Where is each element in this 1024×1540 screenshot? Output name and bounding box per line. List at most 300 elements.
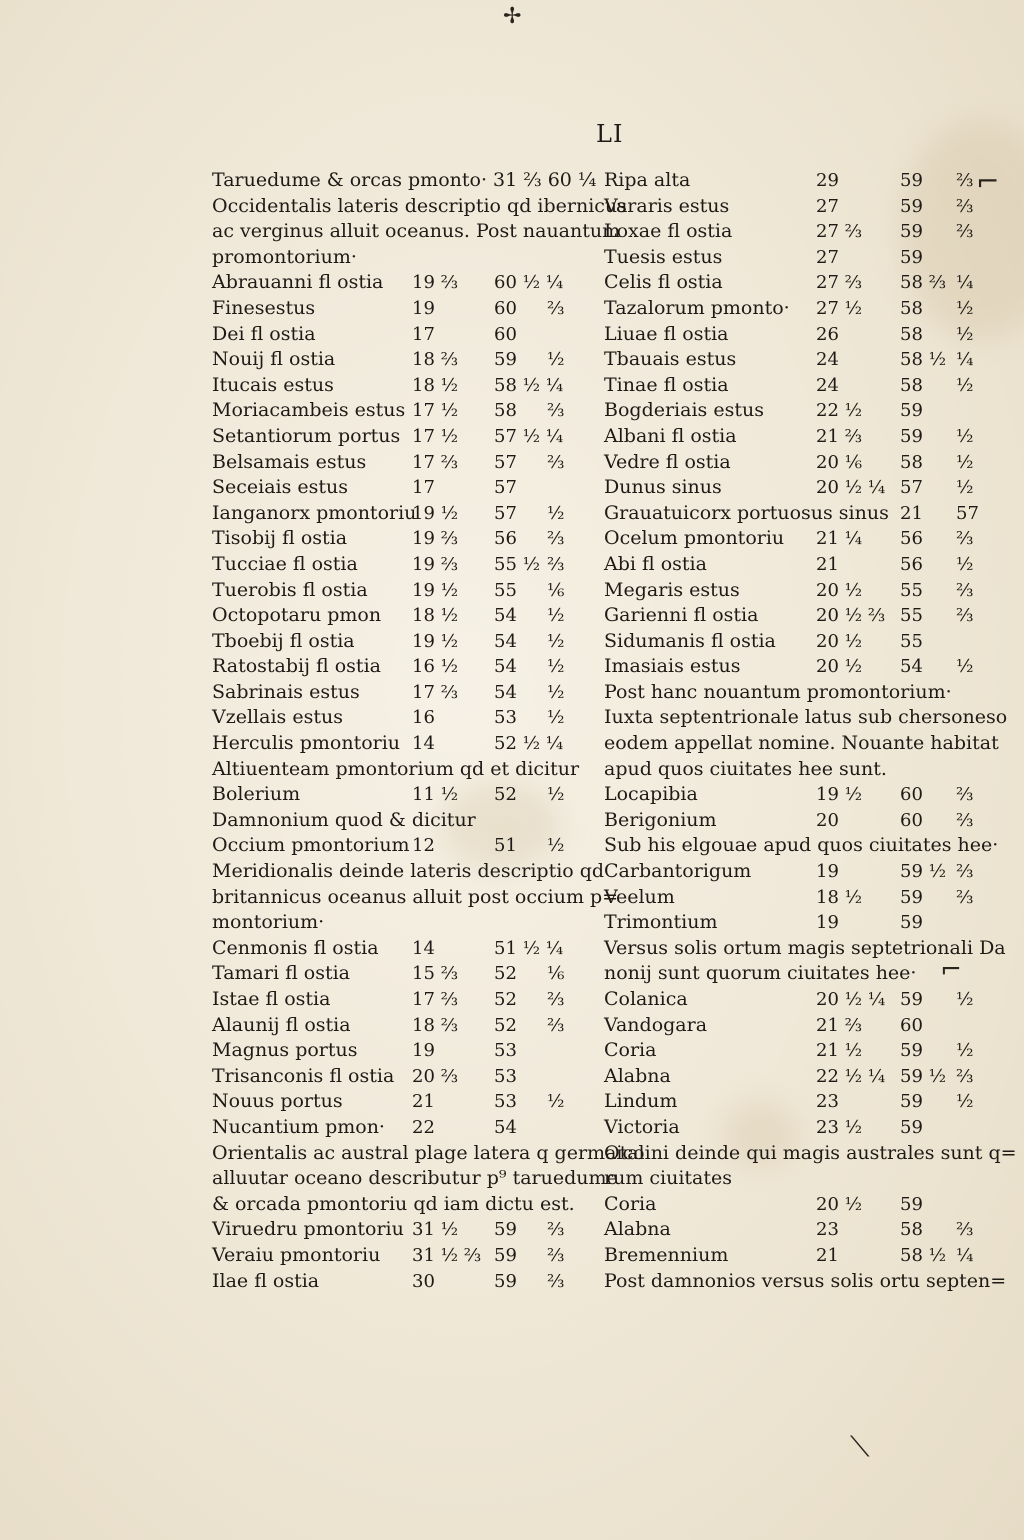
longitude-value: 19 xyxy=(816,912,839,934)
table-row xyxy=(212,347,592,373)
place-name: Trimontium xyxy=(604,911,718,934)
latitude-value: 55 ½ xyxy=(494,553,541,575)
fraction-value: ⅔ xyxy=(547,1219,565,1241)
latitude-value: 56 xyxy=(900,553,923,575)
table-row xyxy=(604,1269,1007,1295)
table-row xyxy=(604,910,974,936)
table-row xyxy=(604,885,974,911)
place-name: alluutar oceano descributur p⁹ taruedume xyxy=(212,1167,618,1190)
latitude-value: 54 xyxy=(494,681,517,703)
fraction-value: ½ xyxy=(956,297,974,319)
latitude-value: 57 xyxy=(494,477,517,499)
latitude-value: 59 xyxy=(900,1193,923,1215)
place-name: Versus solis ortum magis septetrionali Da xyxy=(604,936,1006,959)
latitude-value: 57 xyxy=(494,502,517,524)
fraction-value: ½ xyxy=(547,349,565,371)
latitude-value: 54 xyxy=(494,1116,517,1138)
longitude-value: 21 ⅔ xyxy=(816,1014,863,1036)
place-name: Tazalorum pmonto· xyxy=(604,296,790,319)
table-row xyxy=(604,424,974,450)
longitude-value: 24 xyxy=(816,374,839,396)
fraction-value: 57 xyxy=(956,502,979,524)
longitude-value: 18 ½ xyxy=(412,374,459,396)
longitude-value: 14 xyxy=(412,733,435,755)
place-name: Cenmonis fl ostia xyxy=(212,936,379,959)
place-name: Orientalis ac austral plage latera q germaico xyxy=(212,1141,645,1164)
table-row xyxy=(212,629,592,655)
longitude-value: 17 ⅔ xyxy=(412,989,459,1010)
longitude-value: 16 ½ xyxy=(412,656,459,678)
longitude-value: 23 ½ xyxy=(816,1116,863,1138)
table-row xyxy=(212,168,597,194)
latitude-value: 60 xyxy=(900,784,923,806)
longitude-value: 17 ½ xyxy=(412,425,459,447)
place-name: Bogderiais estus xyxy=(604,399,764,422)
place-name: Herculis pmontoriu xyxy=(212,732,401,755)
latitude-value: 60 xyxy=(900,1014,923,1036)
longitude-value: 27 ½ xyxy=(816,297,863,319)
table-row xyxy=(604,833,999,859)
place-name: Ianganorx pmontoriu xyxy=(212,501,417,524)
place-name: Iuxta septentrionale latus sub chersoneso xyxy=(604,706,1008,729)
longitude-value: 20 ½ xyxy=(816,579,863,601)
table-row xyxy=(604,1064,974,1090)
longitude-value: 22 ½ xyxy=(816,400,863,422)
table-row xyxy=(604,347,974,373)
table-row xyxy=(212,526,592,552)
place-name: Itucais estus xyxy=(212,373,334,396)
latitude-value: 53 xyxy=(494,1040,517,1062)
place-name: Abrauanni fl ostia xyxy=(212,271,384,294)
table-row xyxy=(212,808,592,834)
fraction-value: ½ xyxy=(547,835,565,857)
table-row xyxy=(212,910,592,936)
longitude-value: 21 xyxy=(412,1091,435,1113)
longitude-value: 19 ½ xyxy=(412,630,459,652)
place-name: Colanica xyxy=(604,988,688,1010)
latitude-value: 59 xyxy=(900,246,923,268)
place-name: Alabna xyxy=(604,1218,671,1241)
table-row xyxy=(212,705,592,731)
fraction-value: ⅙ xyxy=(547,579,565,601)
place-name: Octopotaru pmon xyxy=(212,604,382,627)
place-name: Alaunij fl ostia xyxy=(212,1013,351,1036)
place-name: Garienni fl ostia xyxy=(604,604,759,627)
latitude-value: 57 xyxy=(494,451,517,473)
latitude-value: 59 xyxy=(900,912,923,934)
latitude-value: 55 xyxy=(900,630,923,652)
latitude-value: 59 xyxy=(494,1270,517,1292)
place-name: Veelum xyxy=(604,885,675,908)
latitude-value: 55 xyxy=(494,579,517,601)
fraction-value: ⅔ xyxy=(956,886,974,908)
longitude-value: 20 ½ xyxy=(816,1193,863,1215)
table-row xyxy=(604,654,974,680)
table-row xyxy=(212,322,592,348)
longitude-value: 19 ½ xyxy=(816,784,863,806)
latitude-value: 54 xyxy=(494,630,517,652)
longitude-value: 22 xyxy=(412,1116,435,1138)
table-row xyxy=(604,526,974,552)
table-row xyxy=(604,578,974,604)
place-name: Dei fl ostia xyxy=(212,322,316,345)
table-row xyxy=(212,1064,592,1090)
latitude-value: 52 xyxy=(494,1014,517,1036)
place-name: Lindum xyxy=(604,1090,678,1113)
fraction-value: ⅔ xyxy=(547,528,565,550)
margin-mark: ⟍ xyxy=(850,1430,870,1463)
table-row xyxy=(212,194,627,220)
table-row xyxy=(212,961,592,987)
table-row xyxy=(212,833,592,859)
place-name: nonij sunt quorum ciuitates hee· xyxy=(604,962,917,985)
place-name: Loxae fl ostia xyxy=(604,220,733,243)
table-row xyxy=(604,398,974,424)
fraction-value: ¼ xyxy=(956,272,974,294)
table-row xyxy=(604,270,974,296)
place-name: Magnus portus xyxy=(212,1039,358,1062)
place-name: Bolerium xyxy=(212,783,301,806)
latitude-value: 60 xyxy=(494,297,517,319)
place-name: Tucciae fl ostia xyxy=(212,552,358,575)
table-row xyxy=(604,1115,974,1141)
fraction-value: ⅔ xyxy=(956,170,974,191)
latitude-value: 52 xyxy=(494,989,517,1010)
latitude-value: 59 ½ xyxy=(900,1065,947,1087)
place-name: rum ciuitates xyxy=(604,1167,732,1190)
table-row xyxy=(212,398,592,424)
table-row xyxy=(604,373,974,399)
latitude-value: 59 xyxy=(494,1219,517,1241)
latitude-value: 51 ½ ¼ xyxy=(494,937,564,959)
table-row xyxy=(212,501,592,527)
place-name: apud quos ciuitates hee sunt. xyxy=(604,757,887,780)
longitude-value: 17 xyxy=(412,323,435,345)
longitude-value: 19 ⅔ xyxy=(412,272,459,294)
table-row xyxy=(604,1217,974,1243)
table-row xyxy=(604,1141,1017,1167)
fraction-value: ⅔ xyxy=(547,400,565,422)
longitude-value: 27 ⅔ xyxy=(816,221,863,243)
table-row xyxy=(604,1038,974,1064)
place-name: Alabna xyxy=(604,1064,671,1087)
place-name: britannicus oceanus alluit post occium p= xyxy=(212,885,619,908)
latitude-value: 54 xyxy=(494,605,517,627)
fraction-value: ⅙ xyxy=(547,963,565,985)
fraction-value: ½ xyxy=(547,605,565,627)
place-name: Moriacambeis estus xyxy=(212,399,406,422)
longitude-value: 17 xyxy=(412,477,435,499)
fraction-value: ⅔ xyxy=(547,989,565,1010)
table-row xyxy=(604,168,974,194)
longitude-value: 20 xyxy=(816,809,839,831)
longitude-value: 27 ⅔ xyxy=(816,272,863,294)
table-row xyxy=(604,936,1006,962)
latitude-value: 59 xyxy=(900,170,923,191)
annotation-mark: ⌐ xyxy=(976,165,1000,198)
place-name: Tisobij fl ostia xyxy=(212,527,348,550)
table-row xyxy=(212,296,592,322)
longitude-value: 19 ½ xyxy=(412,579,459,601)
place-name: Finesestus xyxy=(212,296,316,319)
longitude-value: 19 ½ xyxy=(412,502,459,524)
place-name: Albani fl ostia xyxy=(604,424,737,447)
place-name: Celis fl ostia xyxy=(604,271,723,294)
fraction-value: ⅔ xyxy=(956,861,974,883)
table-row xyxy=(604,1192,974,1218)
place-name: Sidumanis fl ostia xyxy=(604,629,776,652)
latitude-value: 58 xyxy=(900,1219,923,1241)
place-name: Coria xyxy=(604,1039,657,1062)
table-row xyxy=(604,961,974,987)
latitude-value: 59 xyxy=(900,1040,923,1062)
fraction-value: ½ xyxy=(956,425,974,447)
longitude-value: 21 xyxy=(816,1244,839,1266)
fraction-value: ⅔ xyxy=(956,605,974,627)
table-row xyxy=(604,501,979,527)
longitude-value: 21 xyxy=(816,553,839,575)
place-name: Otalini deinde qui magis australes sunt q= xyxy=(604,1141,1017,1164)
fraction-value: ½ xyxy=(956,477,974,499)
fraction-value: ½ xyxy=(956,553,974,575)
printer-mark: ✢ xyxy=(503,4,522,29)
place-name: Vzellais estus xyxy=(212,706,343,729)
table-row xyxy=(212,757,592,783)
longitude-value: 14 xyxy=(412,937,435,959)
table-row xyxy=(212,578,592,604)
table-row xyxy=(604,194,974,220)
place-name: Tamari fl ostia xyxy=(212,962,351,985)
fraction-value: ⅔ xyxy=(547,451,565,473)
longitude-value: 26 xyxy=(816,323,839,345)
place-name: Post hanc nouantum promontorium· xyxy=(604,680,952,703)
table-row xyxy=(212,1192,592,1218)
latitude-value: 53 xyxy=(494,1065,517,1087)
fraction-value: ½ xyxy=(956,989,974,1010)
latitude-value: 52 ½ ¼ xyxy=(494,733,564,755)
table-row xyxy=(212,885,619,911)
fraction-value: ⅔ xyxy=(956,809,974,831)
table-row xyxy=(604,552,974,578)
place-name: Seceiais estus xyxy=(212,476,349,499)
fraction-value: ½ xyxy=(547,707,565,729)
table-row xyxy=(604,782,974,808)
latitude-value: 59 xyxy=(900,425,923,447)
place-name: Vararis estus xyxy=(604,194,730,217)
latitude-value: 57 ½ ¼ xyxy=(494,425,564,447)
table-row xyxy=(212,373,592,399)
table-row xyxy=(604,450,974,476)
place-name: Tinae fl ostia xyxy=(604,373,729,396)
place-name: Post damnonios versus solis ortu septen= xyxy=(604,1269,1007,1292)
longitude-value: 22 ½ ¼ xyxy=(816,1065,886,1087)
table-row xyxy=(604,245,974,271)
place-name: Altiuenteam pmontorium qd et dicitur xyxy=(212,757,580,780)
place-name: ac verginus alluit oceanus. Post nauantum xyxy=(212,220,621,243)
place-name: Trisanconis fl ostia xyxy=(212,1064,395,1087)
longitude-value: 20 ⅔ xyxy=(412,1065,459,1087)
table-row xyxy=(212,1141,645,1167)
longitude-value: 31 ½ xyxy=(412,1219,459,1241)
place-name: Ocelum pmontoriu xyxy=(604,527,785,550)
table-row xyxy=(212,552,592,578)
place-name: Taruedume & orcas pmonto· 31 ⅔ 60 ¼ xyxy=(212,169,597,191)
latitude-value: 58 xyxy=(900,374,923,396)
table-row xyxy=(604,859,974,885)
latitude-value: 60 xyxy=(900,809,923,831)
fraction-value: ½ xyxy=(547,1091,565,1113)
latitude-value: 58 ½ xyxy=(900,1244,947,1266)
longitude-value: 27 xyxy=(816,246,839,268)
fraction-value: ½ xyxy=(956,1040,974,1062)
place-name: Vandogara xyxy=(604,1013,708,1036)
longitude-value: 11 ½ xyxy=(412,784,459,806)
longitude-value: 20 ½ ⅔ xyxy=(816,605,886,627)
table-row xyxy=(604,603,974,629)
fraction-value: ⅔ xyxy=(547,553,565,575)
place-name: Coria xyxy=(604,1192,657,1215)
table-row xyxy=(604,987,974,1013)
longitude-value: 19 xyxy=(816,861,839,883)
fraction-value: ⅔ xyxy=(956,221,974,243)
right-column xyxy=(604,168,1017,1294)
longitude-value: 30 xyxy=(412,1270,435,1292)
latitude-value: 58 ⅔ xyxy=(900,272,947,294)
place-name: Tboebij fl ostia xyxy=(212,629,355,652)
place-name: Istae fl ostia xyxy=(212,988,331,1010)
table-row xyxy=(212,450,592,476)
latitude-value: 53 xyxy=(494,707,517,729)
latitude-value: 59 xyxy=(900,221,923,243)
latitude-value: 58 xyxy=(900,323,923,345)
table-row xyxy=(604,1013,974,1039)
longitude-value: 21 ¼ xyxy=(816,528,863,550)
table-row xyxy=(212,680,592,706)
fraction-value: ½ xyxy=(547,630,565,652)
longitude-value: 20 ½ xyxy=(816,656,863,678)
longitude-value: 24 xyxy=(816,349,839,371)
place-name: Abi fl ostia xyxy=(604,552,707,575)
table-row xyxy=(212,654,592,680)
latitude-value: 56 xyxy=(494,528,517,550)
place-name: Meridionalis deinde lateris descriptio qd xyxy=(212,860,605,883)
table-row xyxy=(212,859,605,885)
table-row xyxy=(604,705,1008,731)
table-row xyxy=(212,245,592,271)
table-row xyxy=(604,1166,974,1192)
longitude-value: 17 ½ xyxy=(412,400,459,422)
folio-number: LI xyxy=(596,120,624,148)
fraction-value: ⅔ xyxy=(956,528,974,550)
table-row xyxy=(212,1269,592,1295)
longitude-value: 20 ½ ¼ xyxy=(816,989,886,1010)
latitude-value: 59 xyxy=(494,349,517,371)
latitude-value: 21 xyxy=(900,502,923,524)
place-name: Victoria xyxy=(604,1115,680,1138)
place-name: Viruedru pmontoriu xyxy=(212,1218,404,1241)
fraction-value: ⅔ xyxy=(956,579,974,601)
latitude-value: 54 xyxy=(494,656,517,678)
place-name: Veraiu pmontoriu xyxy=(212,1243,381,1266)
table-row xyxy=(604,296,974,322)
latitude-value: 55 xyxy=(900,579,923,601)
table-row xyxy=(212,987,592,1013)
table-row xyxy=(604,1243,974,1269)
place-name: Tuesis estus xyxy=(604,245,723,268)
latitude-value: 59 xyxy=(900,989,923,1010)
latitude-value: 59 xyxy=(900,1091,923,1113)
place-name: Belsamais estus xyxy=(212,450,367,473)
latitude-value: 58 xyxy=(494,400,517,422)
latitude-value: 59 ½ xyxy=(900,861,947,883)
latitude-value: 55 xyxy=(900,605,923,627)
fraction-value: ⅔ xyxy=(956,784,974,806)
fraction-value: ⅔ xyxy=(547,297,565,319)
longitude-value: 12 xyxy=(412,835,435,857)
table-row xyxy=(212,1038,592,1064)
place-name: Tuerobis fl ostia xyxy=(212,578,368,601)
table-row xyxy=(212,782,592,808)
longitude-value: 18 ⅔ xyxy=(412,349,459,371)
latitude-value: 58 xyxy=(900,451,923,473)
latitude-value: 51 xyxy=(494,835,517,857)
place-name: Sabrinais estus xyxy=(212,680,360,703)
fraction-value: ⅔ xyxy=(547,1014,565,1036)
place-name: Setantiorum portus xyxy=(212,424,401,447)
latitude-value: 58 ½ ¼ xyxy=(494,374,564,396)
longitude-value: 18 ½ xyxy=(816,886,863,908)
longitude-value: 15 ⅔ xyxy=(412,963,459,985)
longitude-value: 23 xyxy=(816,1219,839,1241)
longitude-value: 20 ⅙ xyxy=(816,451,863,473)
fraction-value: ½ xyxy=(547,502,565,524)
place-name: Nucantium pmon· xyxy=(212,1115,385,1138)
place-name: Berigonium xyxy=(604,808,717,831)
place-name: Occium pmontorium xyxy=(212,834,410,857)
latitude-value: 59 xyxy=(494,1244,517,1266)
place-name: Damnonium quod & dicitur xyxy=(212,808,476,831)
fraction-value: ½ xyxy=(547,681,565,703)
place-name: Nouus portus xyxy=(212,1090,343,1113)
longitude-value: 21 ⅔ xyxy=(816,425,863,447)
annotation-mark: ⌐ xyxy=(940,955,962,985)
fraction-value: ⅔ xyxy=(547,1244,565,1266)
fraction-value: ½ xyxy=(956,451,974,473)
latitude-value: 54 xyxy=(900,656,923,678)
latitude-value: 57 xyxy=(900,477,923,499)
table-row xyxy=(604,219,974,245)
longitude-value: 16 xyxy=(412,707,435,729)
fraction-value: ½ xyxy=(956,656,974,678)
place-name: Vedre fl ostia xyxy=(604,450,731,473)
fraction-value: ⅔ xyxy=(547,1270,565,1292)
table-row xyxy=(212,1115,592,1141)
longitude-value: 23 xyxy=(816,1091,839,1113)
longitude-value: 20 ½ ¼ xyxy=(816,477,886,499)
latitude-value: 60 xyxy=(494,323,517,345)
fraction-value: ½ xyxy=(547,656,565,678)
latitude-value: 59 xyxy=(900,195,923,217)
table-row xyxy=(212,731,592,757)
fraction-value: ⅔ xyxy=(956,1065,974,1087)
longitude-value: 21 ½ xyxy=(816,1040,863,1062)
latitude-value: 59 xyxy=(900,886,923,908)
fraction-value: ¼ xyxy=(956,1244,974,1266)
latitude-value: 53 xyxy=(494,1091,517,1113)
table-row xyxy=(212,270,592,296)
fraction-value: ⅔ xyxy=(956,1219,974,1241)
latitude-value: 52 xyxy=(494,784,517,806)
